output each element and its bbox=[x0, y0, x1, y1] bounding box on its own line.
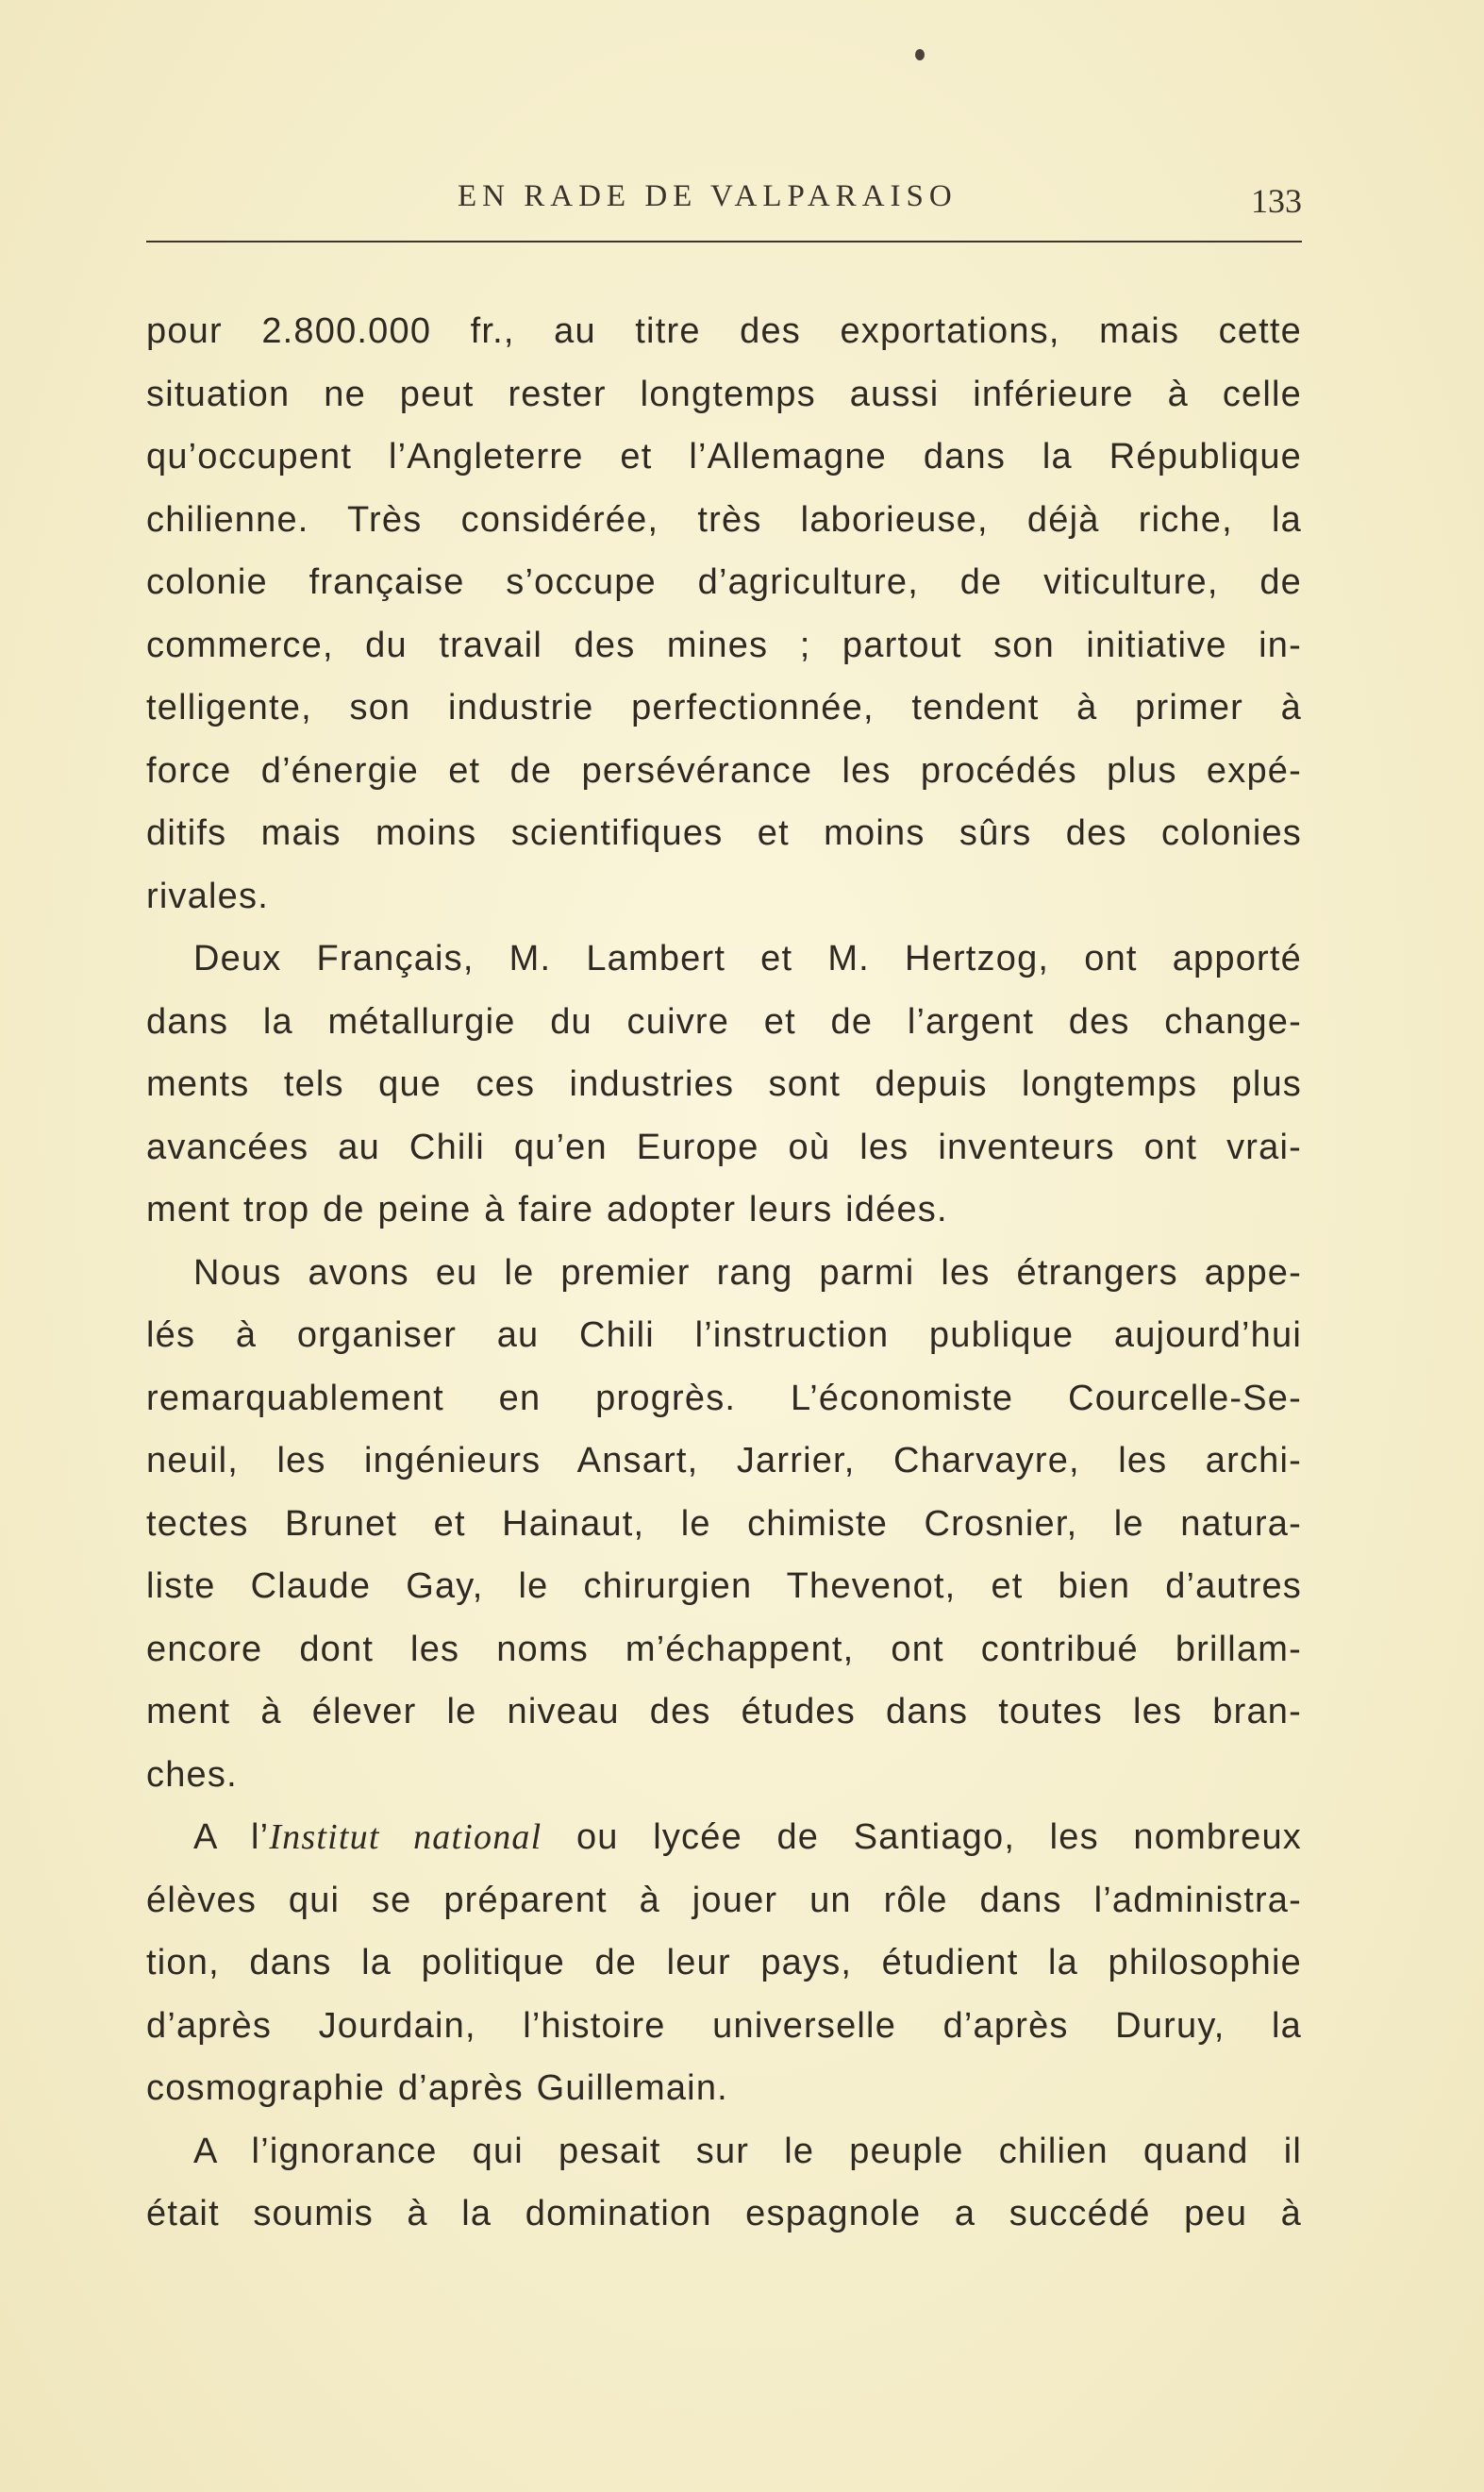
text-line: avancées au Chili qu’en Europe où les inventeurs ont vrai- bbox=[146, 1127, 1302, 1167]
text-line: élèves qui se préparent à jouer un rôle dans l’administra- bbox=[146, 1880, 1302, 1920]
italic-title: Institut national bbox=[269, 1817, 542, 1857]
text-line: rivales. bbox=[146, 876, 269, 916]
paragraph-start-line: Nous avons eu le premier rang parmi les étrangers appe- bbox=[193, 1252, 1302, 1293]
text-line: tectes Brunet et Hainaut, le chimiste Crosnier, le natura- bbox=[146, 1503, 1302, 1544]
line-suffix: ou lycée de Santiago, les nombreux bbox=[542, 1817, 1302, 1857]
text-line: liste Claude Gay, le chirurgien Thevenot, et bien d’autres bbox=[146, 1566, 1302, 1606]
text-line: d’après Jourdain, l’histoire universelle d’après Duruy, la bbox=[146, 2005, 1302, 2046]
paragraph-start-line: A l’ignorance qui pesait sur le peuple chilien quand il bbox=[193, 2131, 1302, 2171]
text-line: force d’énergie et de persévérance les procédés plus expé- bbox=[146, 750, 1302, 791]
body-text bbox=[146, 300, 1302, 2246]
text-line: ches. bbox=[146, 1754, 238, 1795]
page-number: 133 bbox=[1251, 182, 1302, 220]
text-line: ditifs mais moins scientifiques et moins sûrs des colonies bbox=[146, 813, 1302, 853]
line-prefix: A l’ bbox=[193, 1817, 270, 1857]
paragraph-start-line: Deux Français, M. Lambert et M. Hertzog, ont apporté bbox=[193, 939, 1302, 978]
text-line: neuil, les ingénieurs Ansart, Jarrier, Charvayre, les archi- bbox=[146, 1441, 1302, 1480]
text-line: qu’occupent l’Angleterre et l’Allemagne dans la République bbox=[146, 437, 1302, 477]
text-line: colonie française s’occupe d’agriculture, de viticulture, de bbox=[146, 562, 1302, 602]
text-line: lés à organiser au Chili l’instruction publique aujourd’hui bbox=[146, 1315, 1302, 1355]
text-line: cosmographie d’après Guillemain. bbox=[146, 2068, 728, 2108]
text-line: tion, dans la politique de leur pays, étudient la philosophie bbox=[146, 1943, 1302, 1982]
text-line: encore dont les noms m’échappent, ont contribué brillam- bbox=[146, 1629, 1302, 1669]
text-line: commerce, du travail des mines ; partout son initiative in- bbox=[146, 625, 1302, 665]
text-line: telligente, son industrie perfectionnée, tendent à primer à bbox=[146, 688, 1302, 728]
text-line: ments tels que ces industries sont depuis longtemps plus bbox=[146, 1064, 1302, 1104]
ink-speck bbox=[915, 49, 925, 60]
text-line: ment à élever le niveau des études dans toutes les bran- bbox=[146, 1692, 1302, 1731]
text-line: remarquablement en progrès. L’économiste Courcelle-Se- bbox=[146, 1378, 1302, 1418]
running-header bbox=[146, 179, 1302, 221]
text-line: chilienne. Très considérée, très laborieuse, déjà riche, la bbox=[146, 499, 1302, 540]
running-title: EN RADE DE VALPARAISO bbox=[458, 179, 958, 213]
paragraph-start-line bbox=[146, 1806, 1302, 1869]
text-line: pour 2.800.000 fr., au titre des exportations, mais cette bbox=[146, 311, 1302, 351]
text-line: situation ne peut rester longtemps aussi inférieure à celle bbox=[146, 374, 1302, 414]
text-line: ment trop de peine à faire adopter leurs idées. bbox=[146, 1190, 948, 1229]
text-line: était soumis à la domination espagnole a succédé peu à bbox=[146, 2194, 1302, 2233]
header-rule bbox=[146, 241, 1302, 243]
text-line: dans la métallurgie du cuivre et de l’argent des change- bbox=[146, 1001, 1302, 1042]
